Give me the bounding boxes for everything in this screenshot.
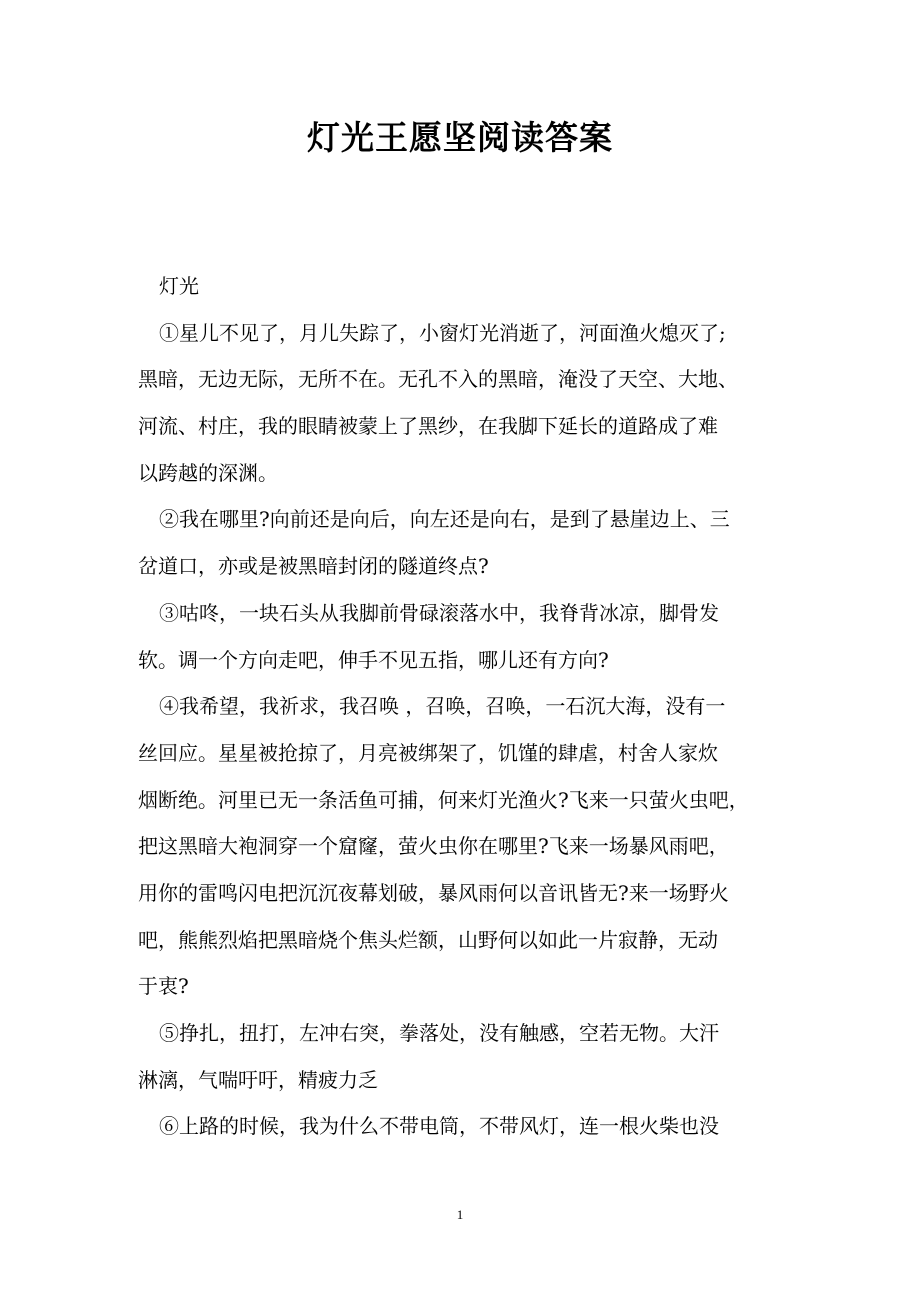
paragraph-line: 河流、村庄，我的眼睛被蒙上了黑纱，在我脚下延长的道路成了难	[138, 414, 718, 439]
body-text	[138, 263, 798, 1150]
paragraph-line: 淋漓，气喘吁吁，精疲力乏	[138, 1067, 378, 1092]
paragraph-line: ⑥上路的时候，我为什么不带电筒，不带风灯，连一根火柴也没	[159, 1114, 719, 1139]
paragraph-line: 把这黑暗大袍洞穿一个窟窿，萤火虫你在哪里?飞来一场暴风雨吧，	[138, 834, 729, 859]
paragraph-line: 黑暗，无边无际，无所不在。无孔不入的黑暗，淹没了天空、大地、	[138, 367, 738, 392]
paragraph-line: 用你的雷鸣闪电把沉沉夜幕划破，暴风雨何以音讯皆无?来一场野火	[138, 880, 729, 905]
paragraph-line: ⑤挣扎，扭打，左冲右突，拳落处，没有触感，空若无物。大汗	[159, 1021, 719, 1045]
paragraph-line: 丝回应。星星被抢掠了，月亮被绑架了，饥馑的肆虐，村舍人家炊	[138, 740, 718, 765]
paragraph-line: ②我在哪里?向前还是向后，向左还是向右，是到了悬崖边上、三	[159, 507, 730, 532]
page-number: 1	[456, 1207, 464, 1222]
paragraph-line: 岔道口，亦或是被黑暗封闭的隧道终点?	[138, 554, 489, 579]
paragraph-line: 以跨越的深渊。	[138, 460, 278, 485]
paragraph-line: 于衷?	[138, 974, 189, 999]
paragraph-line: 吧，熊熊烈焰把黑暗烧个焦头烂额，山野何以如此一片寂静，无动	[138, 927, 718, 952]
section-heading: 灯光	[159, 274, 199, 298]
paragraph-line: 烟断绝。河里已无一条活鱼可捕，何来灯光渔火?飞来一只萤火虫吧，	[138, 787, 749, 812]
paragraph-line: ④我希望，我祈求，我召唤 ，召唤，召唤，一石沉大海，没有一	[159, 694, 726, 719]
paragraph-line: 软。调一个方向走吧，伸手不见五指，哪儿还有方向?	[138, 647, 609, 672]
paragraph-line: ③咕咚，一块石头从我脚前骨碌滚落水中，我脊背冰凉，脚骨发	[159, 600, 719, 625]
document-title: 灯光王愿坚阅读答案	[307, 118, 613, 157]
paragraph-line: ①星儿不见了，月儿失踪了，小窗灯光消逝了，河面渔火熄灭了;	[159, 320, 726, 345]
